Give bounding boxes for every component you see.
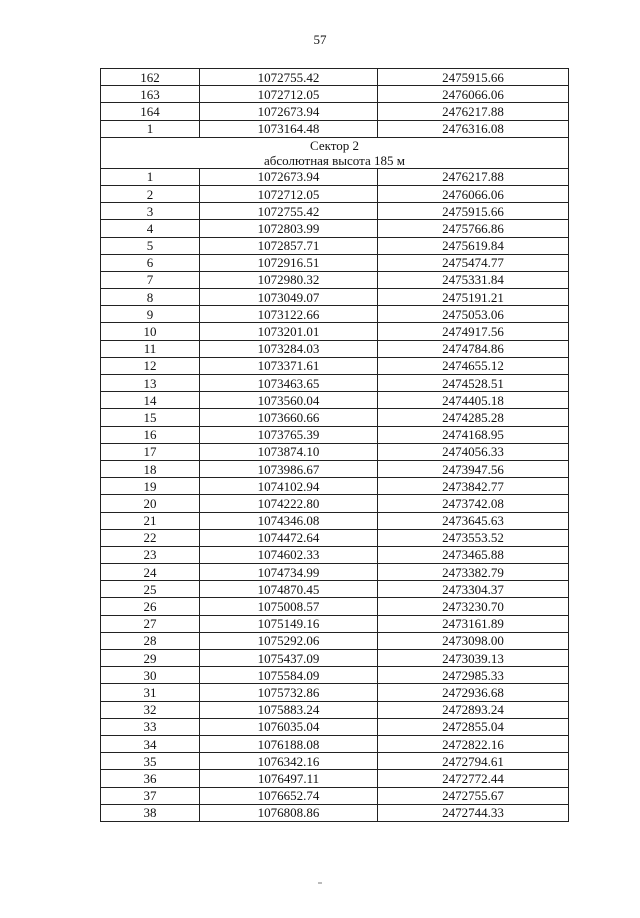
table-row bbox=[101, 460, 569, 477]
table-row bbox=[101, 323, 569, 340]
x-coordinate-cell: 1073284.03 bbox=[200, 340, 378, 357]
x-coordinate-cell: 1075008.57 bbox=[200, 598, 378, 615]
point-number-cell: 21 bbox=[101, 512, 200, 529]
table-row bbox=[101, 598, 569, 615]
y-coordinate-cell: 2473645.63 bbox=[378, 512, 569, 529]
y-coordinate-cell: 2474056.33 bbox=[378, 443, 569, 460]
table-row bbox=[101, 426, 569, 443]
table-row bbox=[101, 203, 569, 220]
point-number-cell: 31 bbox=[101, 684, 200, 701]
table-row bbox=[101, 478, 569, 495]
x-coordinate-cell: 1073765.39 bbox=[200, 426, 378, 443]
x-coordinate-cell: 1073660.66 bbox=[200, 409, 378, 426]
point-number-cell: 16 bbox=[101, 426, 200, 443]
coordinates-table bbox=[100, 68, 569, 822]
table-row bbox=[101, 340, 569, 357]
y-coordinate-cell: 2472985.33 bbox=[378, 667, 569, 684]
point-number-cell: 37 bbox=[101, 787, 200, 804]
y-coordinate-cell: 2475619.84 bbox=[378, 237, 569, 254]
x-coordinate-cell: 1072857.71 bbox=[200, 237, 378, 254]
table-row bbox=[101, 120, 569, 137]
y-coordinate-cell: 2474285.28 bbox=[378, 409, 569, 426]
point-number-cell: 28 bbox=[101, 632, 200, 649]
point-number-cell: 1 bbox=[101, 120, 200, 137]
table-row bbox=[101, 185, 569, 202]
x-coordinate-cell: 1074870.45 bbox=[200, 581, 378, 598]
y-coordinate-cell: 2476066.06 bbox=[378, 86, 569, 103]
table-row bbox=[101, 392, 569, 409]
point-number-cell: 23 bbox=[101, 546, 200, 563]
x-coordinate-cell: 1072916.51 bbox=[200, 254, 378, 271]
x-coordinate-cell: 1075883.24 bbox=[200, 701, 378, 718]
point-number-cell: 12 bbox=[101, 357, 200, 374]
y-coordinate-cell: 2473553.52 bbox=[378, 529, 569, 546]
y-coordinate-cell: 2475915.66 bbox=[378, 69, 569, 86]
y-coordinate-cell: 2474917.56 bbox=[378, 323, 569, 340]
y-coordinate-cell: 2472893.24 bbox=[378, 701, 569, 718]
x-coordinate-cell: 1072755.42 bbox=[200, 69, 378, 86]
table-row bbox=[101, 564, 569, 581]
table-body-before-sector bbox=[101, 69, 569, 138]
point-number-cell: 1 bbox=[101, 168, 200, 185]
y-coordinate-cell: 2474168.95 bbox=[378, 426, 569, 443]
point-number-cell: 22 bbox=[101, 529, 200, 546]
y-coordinate-cell: 2472772.44 bbox=[378, 770, 569, 787]
table-row bbox=[101, 409, 569, 426]
point-number-cell: 164 bbox=[101, 103, 200, 120]
point-number-cell: 9 bbox=[101, 306, 200, 323]
x-coordinate-cell: 1073874.10 bbox=[200, 443, 378, 460]
x-coordinate-cell: 1075584.09 bbox=[200, 667, 378, 684]
point-number-cell: 25 bbox=[101, 581, 200, 598]
x-coordinate-cell: 1072803.99 bbox=[200, 220, 378, 237]
point-number-cell: 4 bbox=[101, 220, 200, 237]
sector-header-group bbox=[101, 137, 569, 168]
x-coordinate-cell: 1072712.05 bbox=[200, 185, 378, 202]
y-coordinate-cell: 2473842.77 bbox=[378, 478, 569, 495]
point-number-cell: 33 bbox=[101, 718, 200, 735]
y-coordinate-cell: 2473742.08 bbox=[378, 495, 569, 512]
x-coordinate-cell: 1076188.08 bbox=[200, 735, 378, 752]
y-coordinate-cell: 2474784.86 bbox=[378, 340, 569, 357]
x-coordinate-cell: 1073371.61 bbox=[200, 357, 378, 374]
y-coordinate-cell: 2472794.61 bbox=[378, 753, 569, 770]
x-coordinate-cell: 1075149.16 bbox=[200, 615, 378, 632]
table-row bbox=[101, 770, 569, 787]
x-coordinate-cell: 1074346.08 bbox=[200, 512, 378, 529]
x-coordinate-cell: 1072712.05 bbox=[200, 86, 378, 103]
y-coordinate-cell: 2475915.66 bbox=[378, 203, 569, 220]
table-row bbox=[101, 650, 569, 667]
y-coordinate-cell: 2473161.89 bbox=[378, 615, 569, 632]
point-number-cell: 27 bbox=[101, 615, 200, 632]
point-number-cell: 163 bbox=[101, 86, 200, 103]
point-number-cell: 10 bbox=[101, 323, 200, 340]
y-coordinate-cell: 2474405.18 bbox=[378, 392, 569, 409]
y-coordinate-cell: 2472744.33 bbox=[378, 804, 569, 821]
y-coordinate-cell: 2475053.06 bbox=[378, 306, 569, 323]
y-coordinate-cell: 2473465.88 bbox=[378, 546, 569, 563]
x-coordinate-cell: 1075437.09 bbox=[200, 650, 378, 667]
x-coordinate-cell: 1073049.07 bbox=[200, 289, 378, 306]
point-number-cell: 3 bbox=[101, 203, 200, 220]
table-row bbox=[101, 753, 569, 770]
point-number-cell: 35 bbox=[101, 753, 200, 770]
table-row bbox=[101, 684, 569, 701]
x-coordinate-cell: 1076342.16 bbox=[200, 753, 378, 770]
table-row bbox=[101, 718, 569, 735]
point-number-cell: 7 bbox=[101, 271, 200, 288]
table-row bbox=[101, 375, 569, 392]
point-number-cell: 8 bbox=[101, 289, 200, 306]
point-number-cell: 29 bbox=[101, 650, 200, 667]
table-row bbox=[101, 357, 569, 374]
x-coordinate-cell: 1076652.74 bbox=[200, 787, 378, 804]
table-row bbox=[101, 615, 569, 632]
table-row bbox=[101, 103, 569, 120]
point-number-cell: 32 bbox=[101, 701, 200, 718]
x-coordinate-cell: 1072980.32 bbox=[200, 271, 378, 288]
y-coordinate-cell: 2476217.88 bbox=[378, 168, 569, 185]
table-row bbox=[101, 529, 569, 546]
x-coordinate-cell: 1075292.06 bbox=[200, 632, 378, 649]
point-number-cell: 30 bbox=[101, 667, 200, 684]
point-number-cell: 34 bbox=[101, 735, 200, 752]
table-row bbox=[101, 787, 569, 804]
point-number-cell: 17 bbox=[101, 443, 200, 460]
x-coordinate-cell: 1073164.48 bbox=[200, 120, 378, 137]
point-number-cell: 24 bbox=[101, 564, 200, 581]
table-row bbox=[101, 443, 569, 460]
point-number-cell: 2 bbox=[101, 185, 200, 202]
x-coordinate-cell: 1075732.86 bbox=[200, 684, 378, 701]
table-row bbox=[101, 289, 569, 306]
y-coordinate-cell: 2475766.86 bbox=[378, 220, 569, 237]
y-coordinate-cell: 2476316.08 bbox=[378, 120, 569, 137]
sector-header-row bbox=[101, 137, 569, 168]
x-coordinate-cell: 1074222.80 bbox=[200, 495, 378, 512]
table-row bbox=[101, 254, 569, 271]
x-coordinate-cell: 1072673.94 bbox=[200, 103, 378, 120]
point-number-cell: 18 bbox=[101, 460, 200, 477]
y-coordinate-cell: 2473304.37 bbox=[378, 581, 569, 598]
table-row bbox=[101, 237, 569, 254]
x-coordinate-cell: 1073201.01 bbox=[200, 323, 378, 340]
x-coordinate-cell: 1073463.65 bbox=[200, 375, 378, 392]
sector-title: Сектор 2 bbox=[309, 137, 359, 153]
point-number-cell: 20 bbox=[101, 495, 200, 512]
table-row bbox=[101, 168, 569, 185]
y-coordinate-cell: 2473947.56 bbox=[378, 460, 569, 477]
point-number-cell: 15 bbox=[101, 409, 200, 426]
point-number-cell: 38 bbox=[101, 804, 200, 821]
y-coordinate-cell: 2473382.79 bbox=[378, 564, 569, 581]
table-row bbox=[101, 735, 569, 752]
y-coordinate-cell: 2472755.67 bbox=[378, 787, 569, 804]
y-coordinate-cell: 2472855.04 bbox=[378, 718, 569, 735]
point-number-cell: 5 bbox=[101, 237, 200, 254]
y-coordinate-cell: 2475474.77 bbox=[378, 254, 569, 271]
x-coordinate-cell: 1074472.64 bbox=[200, 529, 378, 546]
y-coordinate-cell: 2476066.06 bbox=[378, 185, 569, 202]
x-coordinate-cell: 1076808.86 bbox=[200, 804, 378, 821]
point-number-cell: 19 bbox=[101, 478, 200, 495]
point-number-cell: 11 bbox=[101, 340, 200, 357]
table-row bbox=[101, 86, 569, 103]
table-row bbox=[101, 546, 569, 563]
y-coordinate-cell: 2476217.88 bbox=[378, 103, 569, 120]
y-coordinate-cell: 2475191.21 bbox=[378, 289, 569, 306]
sector-subtitle: абсолютная высота 185 м bbox=[264, 152, 405, 168]
y-coordinate-cell: 2474528.51 bbox=[378, 375, 569, 392]
y-coordinate-cell: 2474655.12 bbox=[378, 357, 569, 374]
sector-header-cell bbox=[101, 137, 569, 168]
table-row bbox=[101, 804, 569, 821]
point-number-cell: 13 bbox=[101, 375, 200, 392]
y-coordinate-cell: 2475331.84 bbox=[378, 271, 569, 288]
x-coordinate-cell: 1072755.42 bbox=[200, 203, 378, 220]
x-coordinate-cell: 1073560.04 bbox=[200, 392, 378, 409]
x-coordinate-cell: 1072673.94 bbox=[200, 168, 378, 185]
point-number-cell: 14 bbox=[101, 392, 200, 409]
table-row bbox=[101, 69, 569, 86]
y-coordinate-cell: 2473098.00 bbox=[378, 632, 569, 649]
x-coordinate-cell: 1074602.33 bbox=[200, 546, 378, 563]
y-coordinate-cell: 2473039.13 bbox=[378, 650, 569, 667]
table-row bbox=[101, 667, 569, 684]
point-number-cell: 36 bbox=[101, 770, 200, 787]
table-row bbox=[101, 220, 569, 237]
x-coordinate-cell: 1074102.94 bbox=[200, 478, 378, 495]
scan-mark bbox=[318, 882, 322, 884]
table-row bbox=[101, 306, 569, 323]
x-coordinate-cell: 1073986.67 bbox=[200, 460, 378, 477]
x-coordinate-cell: 1076497.11 bbox=[200, 770, 378, 787]
x-coordinate-cell: 1076035.04 bbox=[200, 718, 378, 735]
table-body-sector-2 bbox=[101, 168, 569, 821]
table-row bbox=[101, 701, 569, 718]
page-number: 57 bbox=[313, 32, 327, 47]
y-coordinate-cell: 2472822.16 bbox=[378, 735, 569, 752]
y-coordinate-cell: 2472936.68 bbox=[378, 684, 569, 701]
x-coordinate-cell: 1073122.66 bbox=[200, 306, 378, 323]
table-row bbox=[101, 512, 569, 529]
point-number-cell: 26 bbox=[101, 598, 200, 615]
x-coordinate-cell: 1074734.99 bbox=[200, 564, 378, 581]
table-row bbox=[101, 632, 569, 649]
y-coordinate-cell: 2473230.70 bbox=[378, 598, 569, 615]
point-number-cell: 162 bbox=[101, 69, 200, 86]
table-row bbox=[101, 581, 569, 598]
table-row bbox=[101, 495, 569, 512]
table-row bbox=[101, 271, 569, 288]
point-number-cell: 6 bbox=[101, 254, 200, 271]
